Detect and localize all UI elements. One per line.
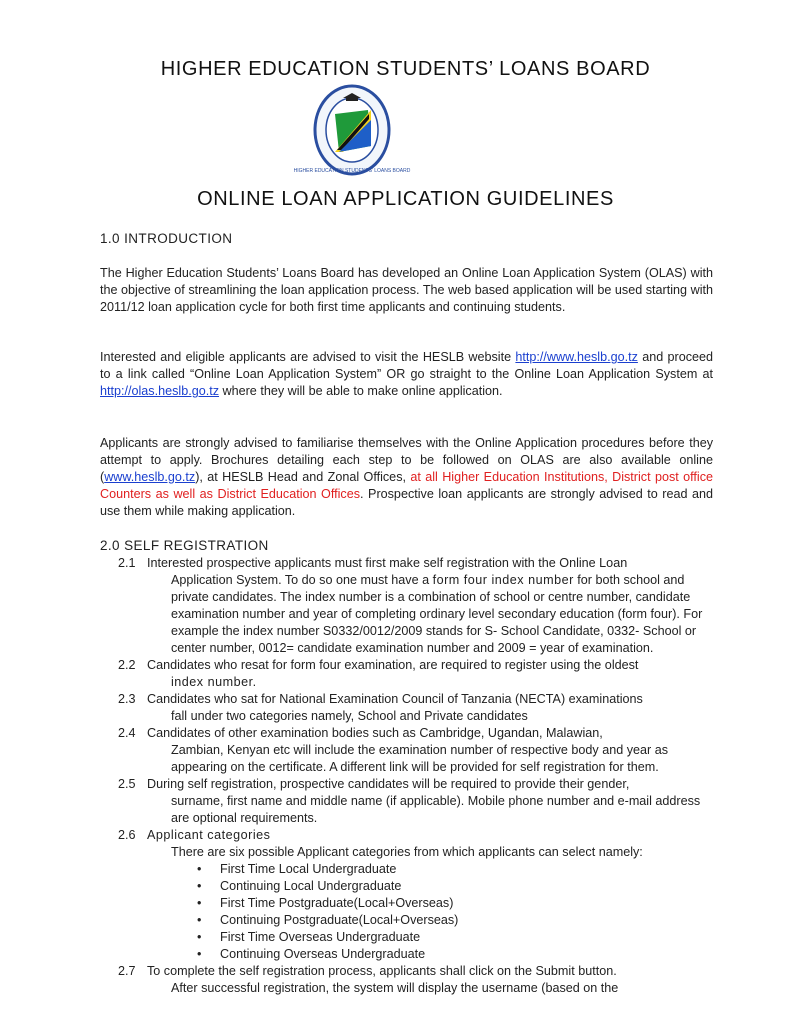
intro-p3-text-b: ), at HESLB Head and Zonal Offices, xyxy=(195,470,411,484)
section-heading-introduction: 1.0 INTRODUCTION xyxy=(100,231,233,246)
logo-text: HIGHER EDUCATION STUDENTS’ LOANS BOARD xyxy=(293,168,411,174)
section-heading-self-registration: 2.0 SELF REGISTRATION xyxy=(100,538,269,553)
item-text-continued: Application System. To do so one must have a xyxy=(171,573,433,587)
item-text-continued: fall under two categories namely, School and Private candidates xyxy=(171,709,528,723)
intro-p2-text-a: Interested and eligible applicants are advised to visit the HESLB website xyxy=(100,350,512,364)
intro-p2-text-c: where they will be able to make online application. xyxy=(219,384,503,398)
item-number: 2.4 xyxy=(118,726,136,740)
intro-paragraph-1: The Higher Education Students’ Loans Board has developed an Online Loan Application System (OLAS) with the objective of streamlining the loan application process. The web based application will be used starting with 2011/12 loan application cycle for both first time applicants and continuing students. xyxy=(100,266,713,314)
item-text-continued: surname, first name and middle name (if applicable). Mobile phone number and e-mail address are optional requirements. xyxy=(171,794,701,825)
item-text: Applicant categories xyxy=(147,828,271,842)
heslb-brochure-link[interactable]: www.heslb.go.tz xyxy=(104,470,196,484)
item-text-continued: Zambian, Kenyan etc will include the examination number of respective body and year as appearing on the certificate. A different link will be provided for self registration for them. xyxy=(171,743,669,774)
emphasis-index-number: form four index number xyxy=(432,573,574,587)
self-registration-list xyxy=(100,555,713,997)
list-item xyxy=(100,776,713,827)
item-text-continued-b: for both school and private candidates. The index number is a combination of school or centre number, candidate examination number and year of completing ordinary level secondary education (form four). For example the index number S0332/0012/2009 stands for S- School Candidate, 0332- School or center number, 0012= candidate examination number and 2009 = year of examination. xyxy=(171,573,703,655)
item-number: 2.6 xyxy=(118,828,136,842)
list-item: • First Time Local Undergraduate xyxy=(100,861,713,878)
item-number: 2.5 xyxy=(118,777,136,791)
list-item xyxy=(100,963,713,997)
item-number: 2.1 xyxy=(118,556,136,570)
list-item xyxy=(100,827,713,861)
list-item xyxy=(100,657,713,691)
document-title: ONLINE LOAN APPLICATION GUIDELINES xyxy=(197,188,614,210)
item-text: To complete the self registration process, applicants shall click on the Submit button. xyxy=(147,964,617,978)
org-title: HIGHER EDUCATION STUDENTS’ LOANS BOARD xyxy=(160,58,651,80)
applicant-categories-list xyxy=(100,861,713,963)
heslb-website-link[interactable]: http://www.heslb.go.tz xyxy=(515,350,638,364)
item-text-continued: index number. xyxy=(171,675,257,689)
list-item: • First Time Overseas Undergraduate xyxy=(100,929,713,946)
item-text: Candidates who resat for form four examination, are required to register using the oldest xyxy=(147,658,639,672)
item-text: Candidates who sat for National Examination Council of Tanzania (NECTA) examinations xyxy=(147,692,643,706)
intro-p3-text-c: . Prospective loan applicants are strongly advised to read and use them while making application. xyxy=(100,487,714,518)
intro-p3-text-a: Applicants are strongly advised to familiarise themselves with the Online Application procedures before they attempt to apply. Brochures detailing each step to be followed on OLAS are also available online ( xyxy=(100,436,713,484)
intro-p2-text-b: and proceed to a link called “Online Loan Application System” OR go straight to the Online Loan Application System at xyxy=(100,350,714,381)
distribution-points-text: at all Higher Education Institutions, District post office Counters as well as District Education Offices xyxy=(100,470,713,501)
list-item: • Continuing Overseas Undergraduate xyxy=(100,946,713,963)
item-text-continued: After successful registration, the system will display the username (based on the xyxy=(171,981,619,995)
list-item xyxy=(100,725,713,776)
intro-paragraph-3 xyxy=(100,435,713,520)
item-text: Candidates of other examination bodies such as Cambridge, Ugandan, Malawian, xyxy=(147,726,603,740)
olas-website-link[interactable]: http://olas.heslb.go.tz xyxy=(100,384,220,398)
heslb-logo xyxy=(293,84,411,176)
item-text-continued: There are six possible Applicant categories from which applicants can select namely: xyxy=(171,845,643,859)
item-number: 2.2 xyxy=(118,658,136,672)
item-text: Interested prospective applicants must first make self registration with the Online Loan xyxy=(147,556,628,570)
list-item: • First Time Postgraduate(Local+Overseas) xyxy=(100,895,713,912)
item-number: 2.3 xyxy=(118,692,136,706)
list-item xyxy=(100,691,713,725)
list-item xyxy=(100,555,713,657)
item-number: 2.7 xyxy=(118,964,136,978)
item-text: During self registration, prospective candidates will be required to provide their gender, xyxy=(147,777,630,791)
list-item: • Continuing Postgraduate(Local+Overseas) xyxy=(100,912,713,929)
list-item: • Continuing Local Undergraduate xyxy=(100,878,713,895)
intro-paragraph-2 xyxy=(100,349,713,400)
